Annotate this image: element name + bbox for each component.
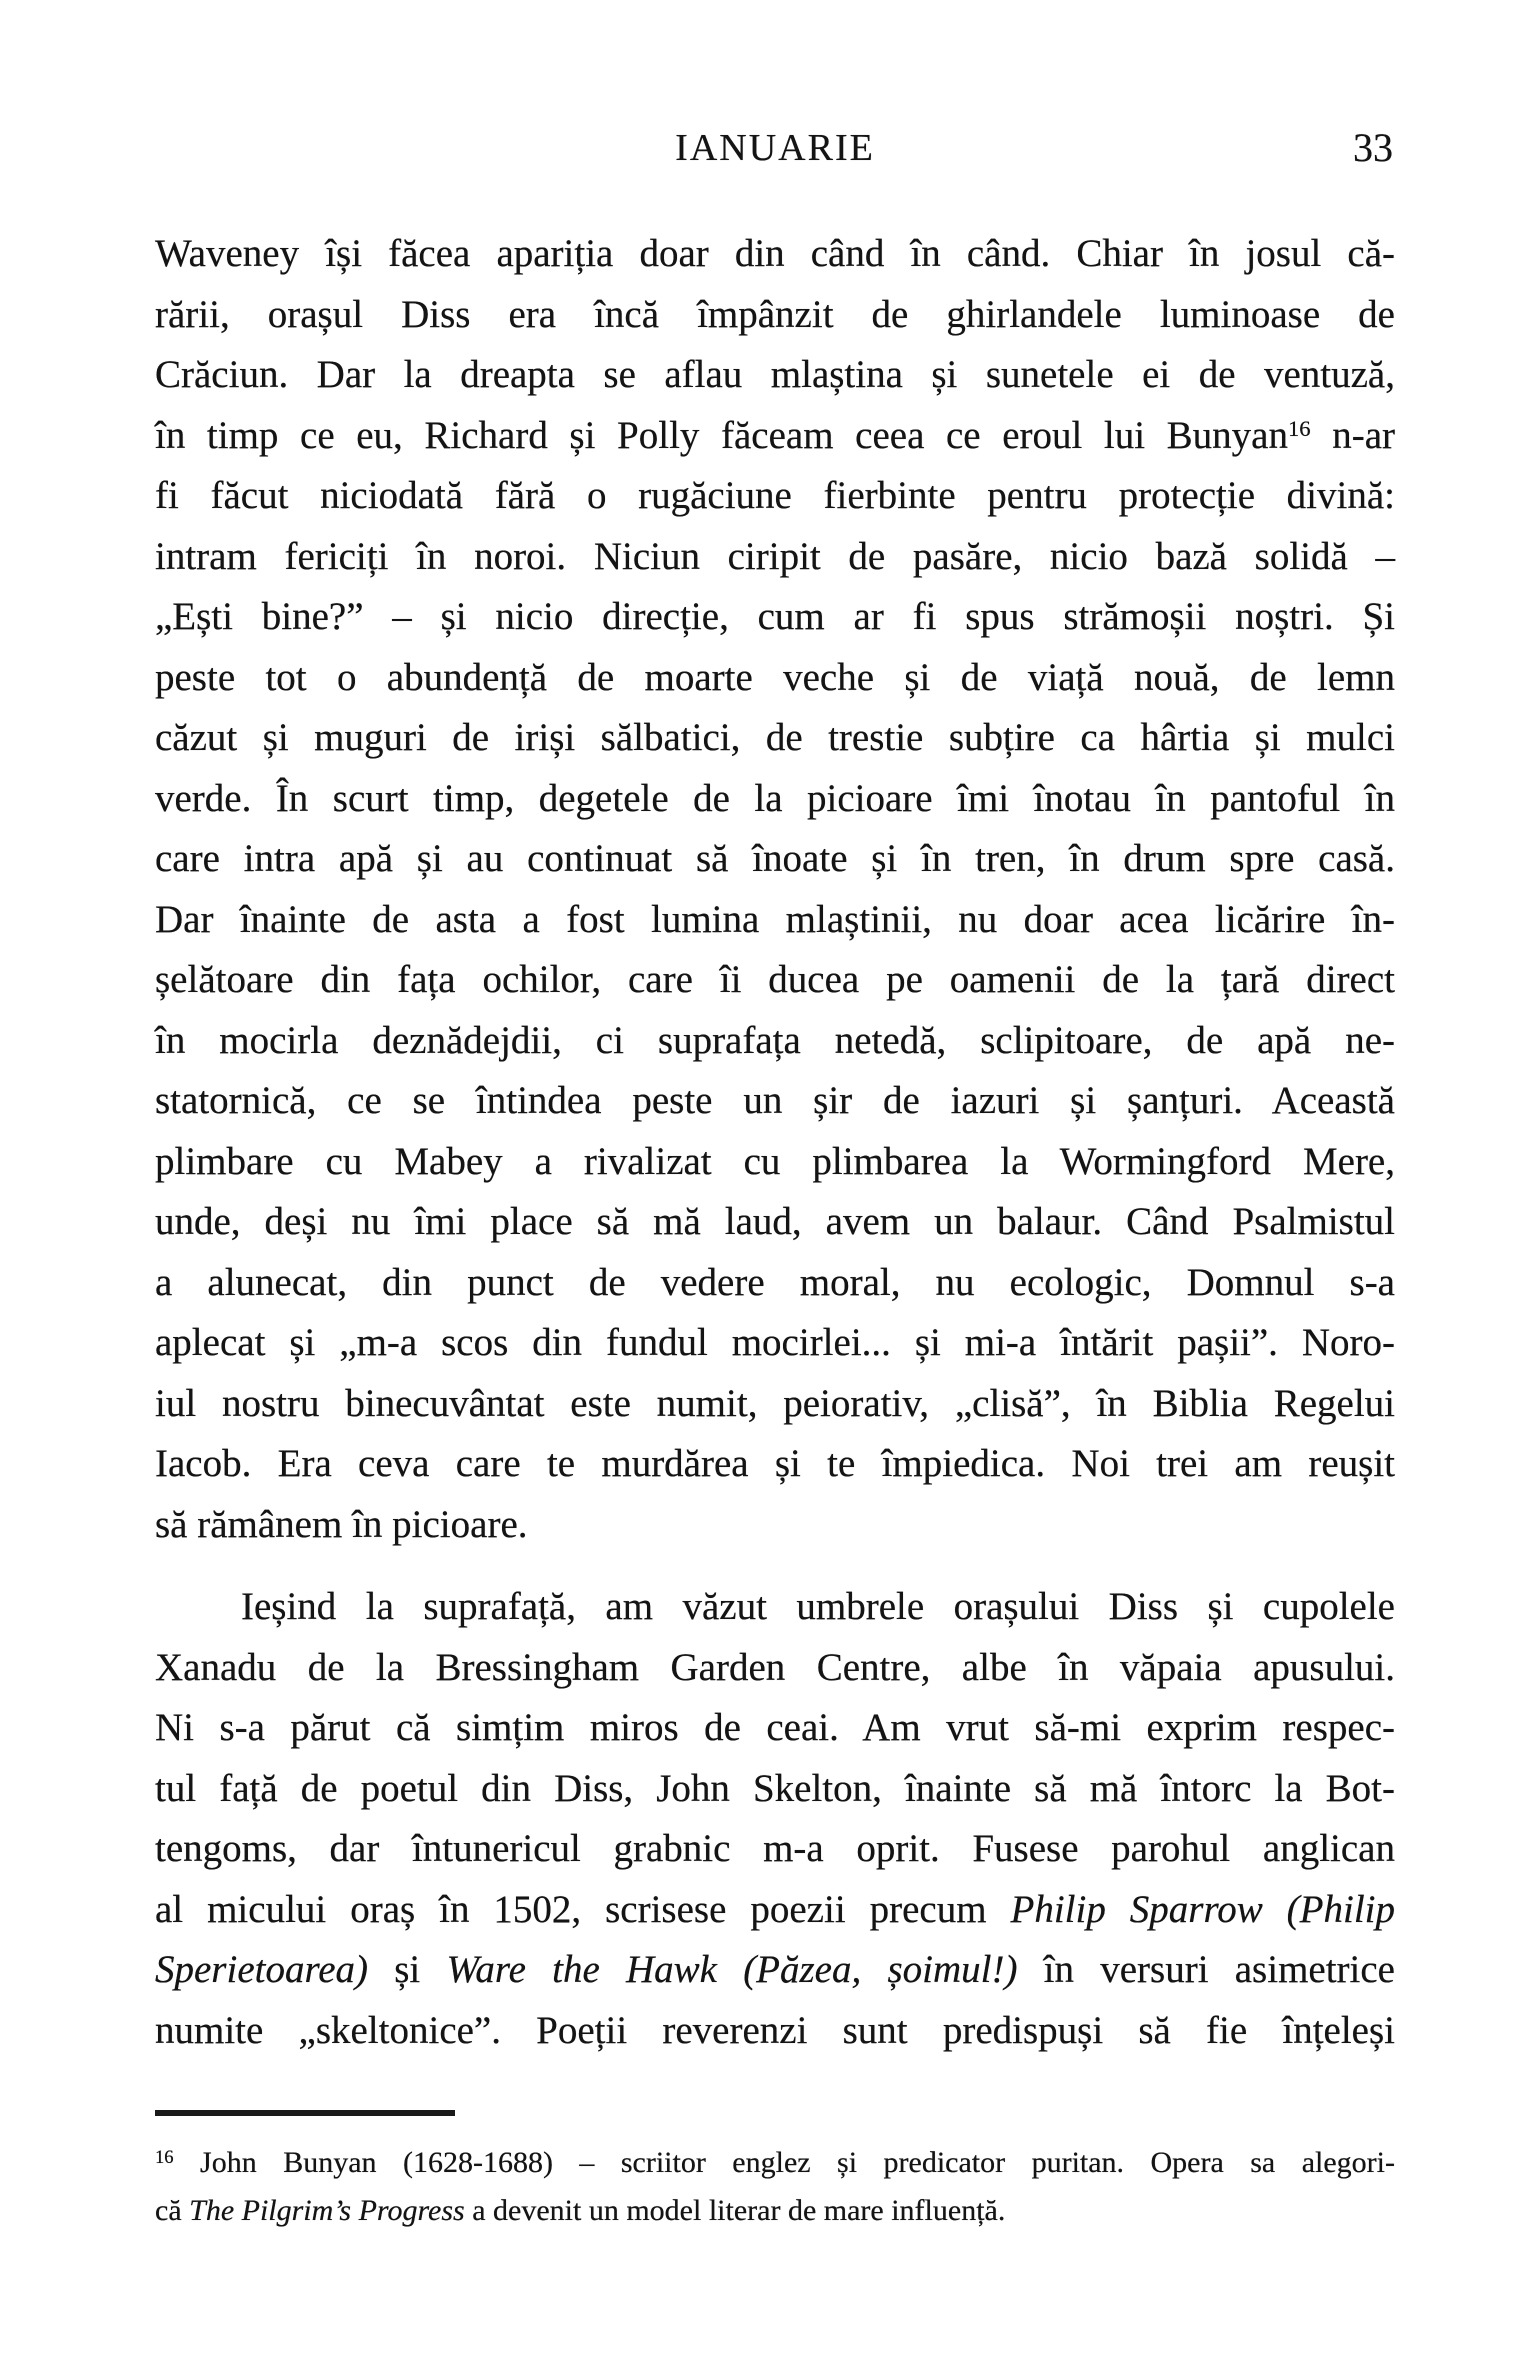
footnote-marker: 16 (155, 2146, 174, 2168)
text-segment: a devenit un model literar de mare influență. (464, 2194, 1006, 2227)
text-line (155, 1880, 1395, 1941)
text-line (155, 648, 1395, 709)
text-segment: Ware the Hawk (Păzea, șoimul!) (446, 1948, 1018, 1991)
text-line (155, 1071, 1395, 1132)
text-segment: în versuri asimetrice (1017, 1948, 1395, 1991)
text-segment: șelătoare din fața ochilor, care îi ducea pe oamenii de la țară direct (155, 958, 1395, 1001)
text-segment: căzut și muguri de iriși sălbatici, de trestie subțire ca hârtia și mulci (155, 716, 1395, 759)
text-line (155, 2187, 1395, 2235)
text-line (155, 950, 1395, 1011)
footnote-marker: 16 (1288, 415, 1311, 441)
text-segment: al micului oraș în 1502, scrisese poezii precum (155, 1887, 1011, 1931)
text-segment: John Bunyan (1628-1688) – scriitor englez și predicator puritan. Opera sa alegori- (173, 2146, 1395, 2179)
text-segment: Dar înainte de asta a fost lumina mlaștinii, nu doar acea licărire în- (155, 897, 1395, 941)
body-paragraph (155, 1577, 1395, 2061)
text-line (155, 1819, 1395, 1880)
text-line (155, 587, 1395, 648)
text-segment: Xanadu de la Bressingham Garden Centre, albe în văpaia apusului. (155, 1645, 1395, 1689)
text-segment: intram fericiți în noroi. Niciun ciripit de pasăre, nicio bază solidă – (155, 534, 1395, 578)
footnote-rule (155, 2110, 455, 2116)
text-line (155, 1759, 1395, 1820)
text-segment: care intra apă și au continuat să înoate și în tren, în drum spre casă. (155, 837, 1395, 880)
text-segment: Philip Sparrow (Philip (1010, 1887, 1395, 1931)
text-line (155, 1374, 1395, 1435)
text-line (155, 285, 1395, 346)
text-segment: Ieșind la suprafață, am văzut umbrele orașului Diss și cupolele (241, 1585, 1395, 1628)
text-segment: să rămânem în picioare. (155, 1502, 528, 1546)
text-line (155, 1577, 1395, 1638)
text-line (155, 829, 1395, 890)
text-segment: a alunecat, din punct de vedere moral, nu ecologic, Domnul s-a (155, 1260, 1395, 1304)
text-line (155, 890, 1395, 951)
text-line (155, 1940, 1395, 2001)
text-line (155, 1192, 1395, 1253)
text-segment: aplecat și „m-a scos din fundul mocirlei... și mi-a întărit pașii”. Noro- (155, 1321, 1395, 1364)
body-paragraph (155, 224, 1395, 1555)
text-segment: și (368, 1948, 447, 1991)
text-segment: fi făcut niciodată fără o rugăciune fierbinte pentru protecție divină: (155, 474, 1395, 517)
footnote (155, 2139, 1395, 2235)
text-segment: că (155, 2194, 190, 2227)
text-segment: Sperietoarea) (155, 1948, 368, 1991)
text-segment: iul nostru binecuvântat este numit, peiorativ, „clisă”, în Biblia Regelui (155, 1381, 1395, 1425)
text-line (155, 1132, 1395, 1193)
text-segment: verde. În scurt timp, degetele de la picioare îmi înotau în pantoful în (155, 776, 1395, 820)
text-line (155, 1253, 1395, 1314)
text-line (155, 1638, 1395, 1699)
text-line (155, 2001, 1395, 2062)
text-segment: statornică, ce se întindea peste un șir de iazuri și șanțuri. Această (155, 1079, 1395, 1122)
text-line (155, 1313, 1395, 1374)
text-segment: The Pilgrim’s Progress (189, 2194, 465, 2227)
text-segment: Ni s-a părut că simțim miros de ceai. Am vrut să-mi exprim respec- (155, 1706, 1395, 1749)
text-segment: „Ești bine?” – și nicio direcție, cum ar fi spus strămoșii noștri. Și (155, 595, 1395, 638)
text-line (155, 1011, 1395, 1072)
text-line (155, 1434, 1395, 1495)
text-line (155, 1495, 1395, 1556)
text-line (155, 224, 1395, 285)
text-line (155, 1698, 1395, 1759)
text-segment: numite „skeltonice”. Poeții reverenzi sunt predispuși să fie înțeleși (155, 2008, 1395, 2052)
text-segment: Iacob. Era ceva care te murdărea și te împiedica. Noi trei am reușit (155, 1442, 1395, 1485)
text-segment: plimbare cu Mabey a rivalizat cu plimbarea la Wormingford Mere, (155, 1139, 1395, 1183)
text-line (155, 345, 1395, 406)
text-segment: în timp ce eu, Richard și Polly făceam ceea ce eroul lui Bunyan (155, 413, 1288, 457)
text-segment: Crăciun. Dar la dreapta se aflau mlaștina și sunetele ei de ventuză, (155, 353, 1395, 396)
text-line (155, 708, 1395, 769)
text-segment: în mocirla deznădejdii, ci suprafața netedă, sclipitoare, de apă ne- (155, 1018, 1395, 1062)
text-segment: unde, deși nu îmi place să mă laud, avem un balaur. Când Psalmistul (155, 1200, 1395, 1243)
text-line (155, 466, 1395, 527)
running-header (155, 126, 1395, 170)
text-segment: Waveney își făcea apariția doar din când în când. Chiar în josul că- (155, 232, 1395, 275)
text-segment: tul față de poetul din Diss, John Skelton, înainte să mă întorc la Bot- (155, 1766, 1395, 1810)
text-segment: peste tot o abundență de moarte veche și de viață nouă, de lemn (155, 655, 1395, 699)
text-line (155, 2139, 1395, 2187)
page-number: 33 (1353, 125, 1393, 170)
text-segment: n-ar (1310, 413, 1395, 457)
text-line (155, 769, 1395, 830)
page-title: IANUARIE (675, 127, 875, 169)
text-line (155, 406, 1395, 467)
text-segment: rării, orașul Diss era încă împânzit de ghirlandele luminoase de (155, 292, 1395, 336)
text-line (155, 527, 1395, 588)
text-segment: tengoms, dar întunericul grabnic m-a oprit. Fusese parohul anglican (155, 1827, 1395, 1870)
body-text (155, 224, 1395, 2061)
